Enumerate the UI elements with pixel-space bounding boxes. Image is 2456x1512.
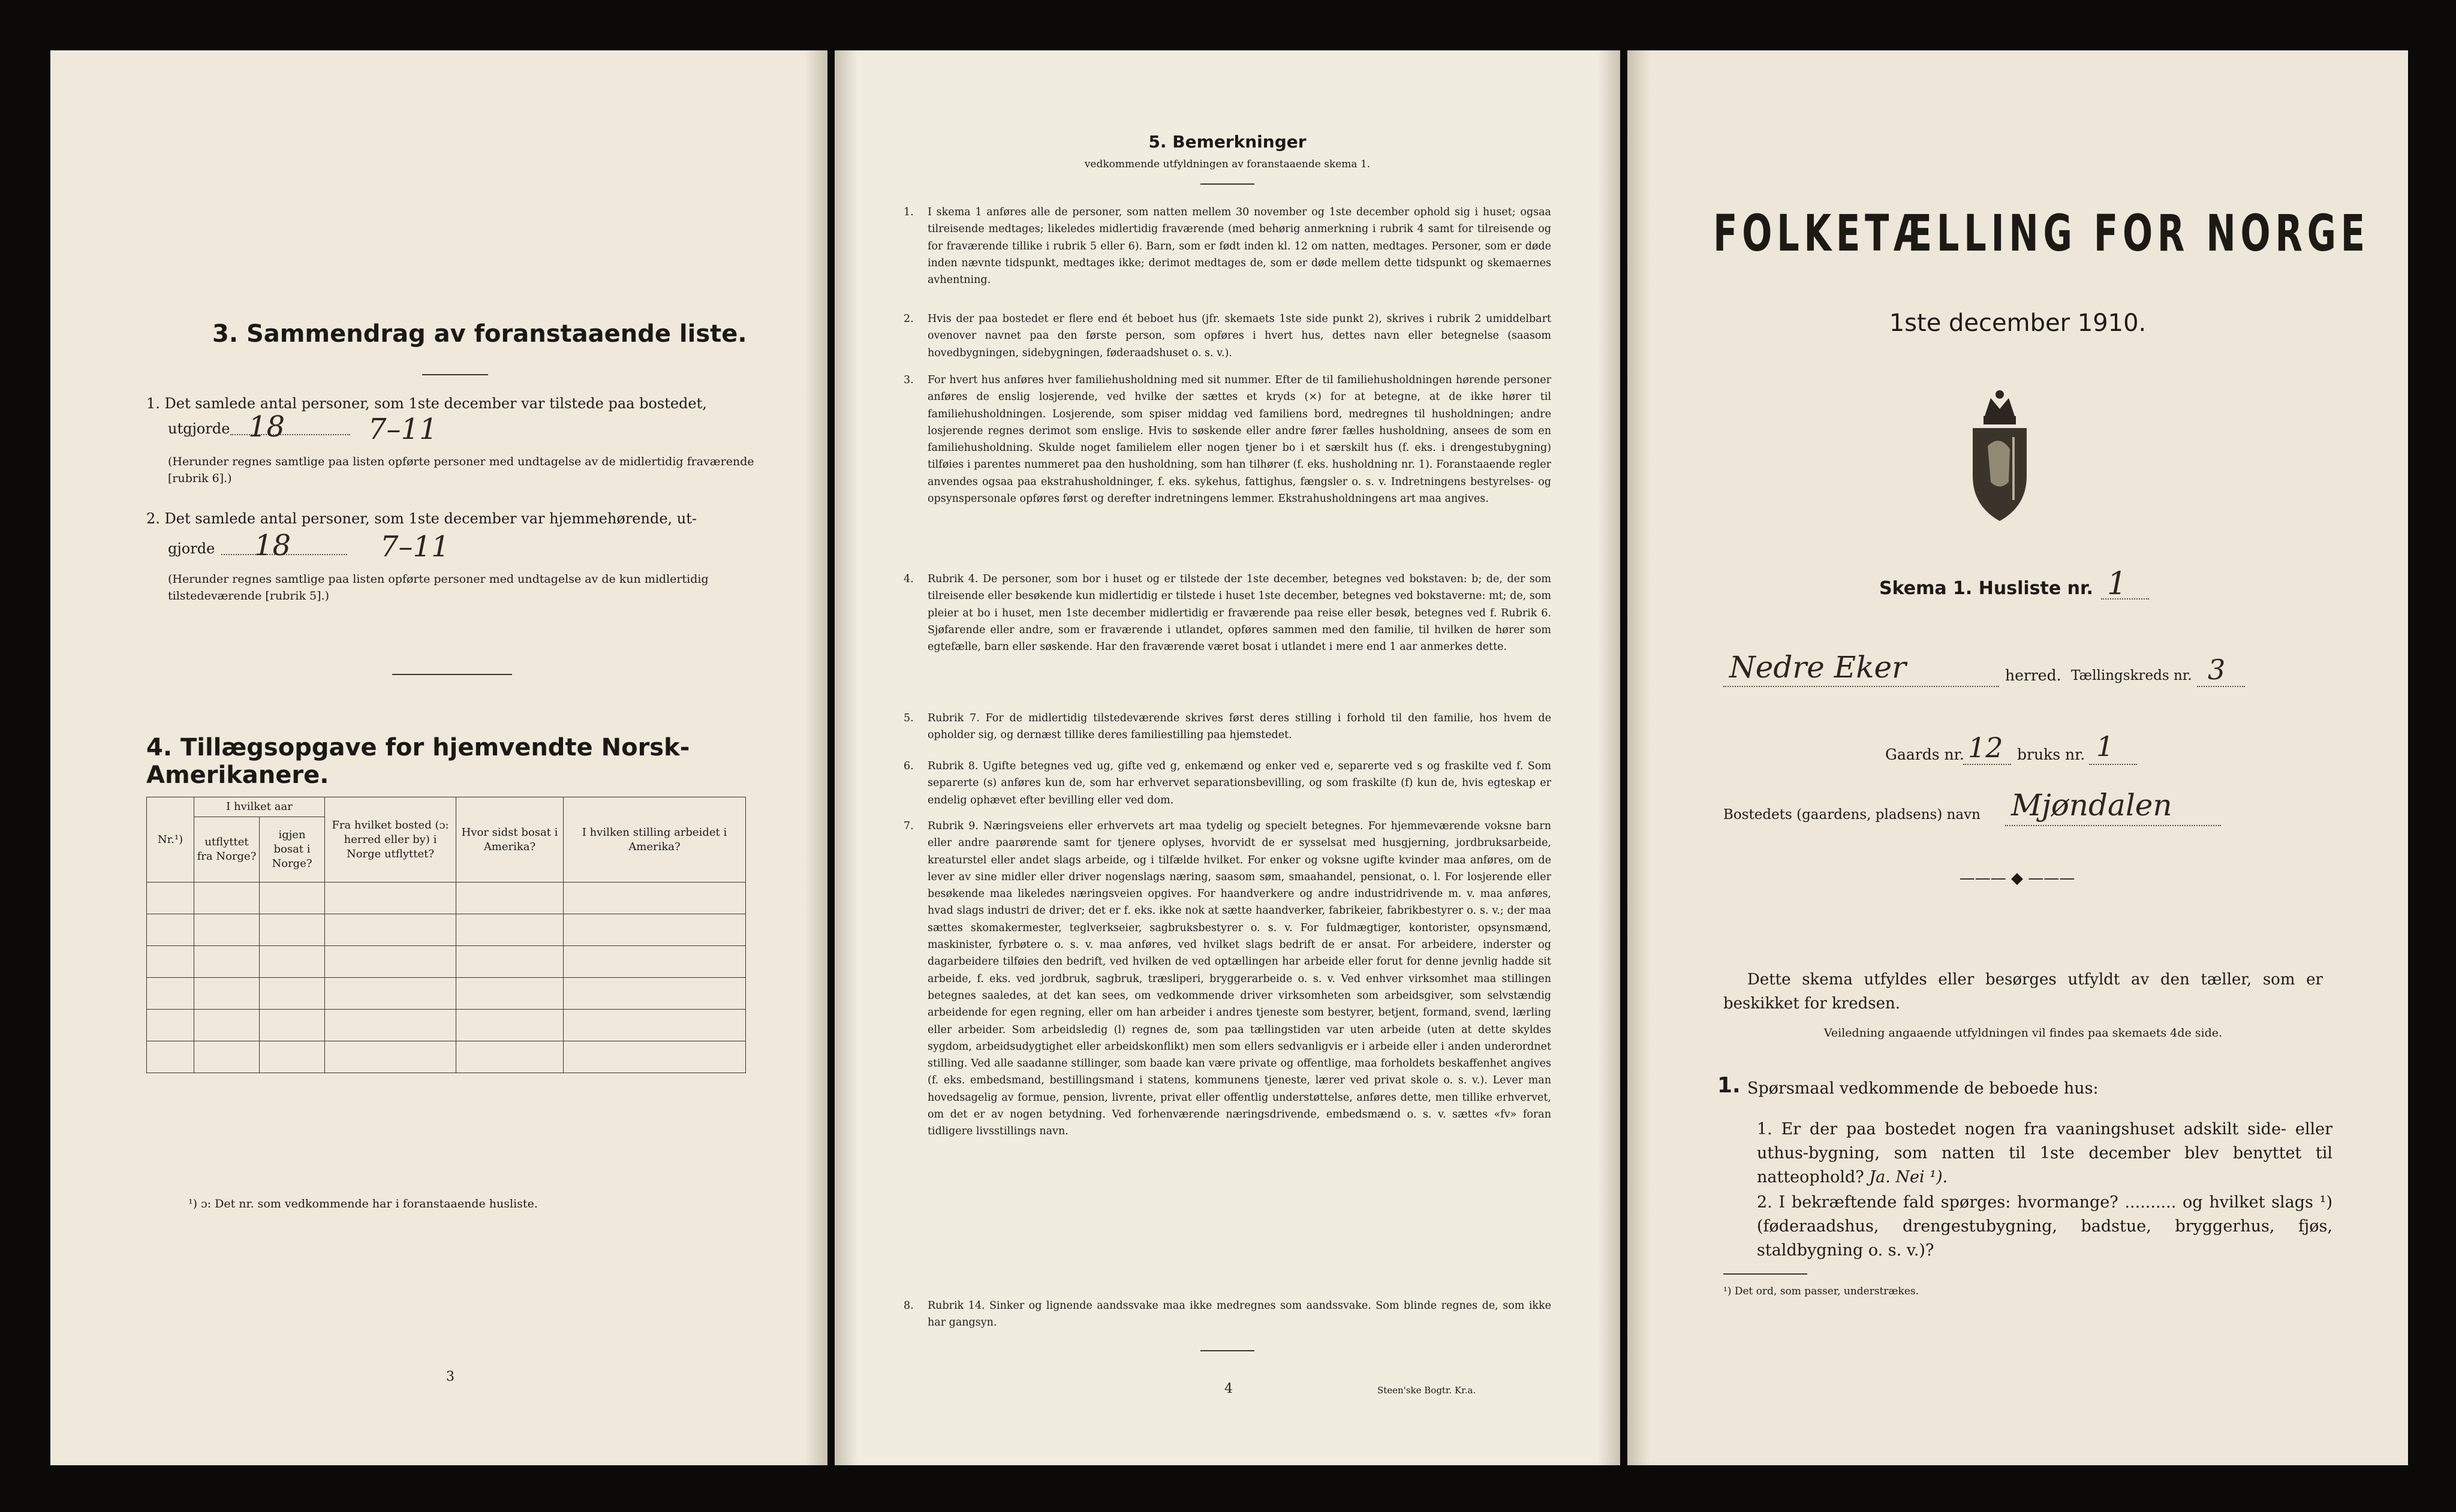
census-date: 1ste december 1910. [1889, 309, 2147, 337]
remark-4: 4. Rubrik 4. De personer, som bor i huset og er tilstede der 1ste december, betegnes ved bokstaven: b; de, der som tilreisende eller besøkende kun midlertidig er tilstede i huset 1ste december, betegnes ved bokstaverne: mt; de, som pleier at bo i huset, men 1ste december midlertidig er fraværende paa reise eller besøk, betegnes ved f. Rubrik 6. Sjøfarende eller andre, som er fraværende i utlandet, opføres sammen med den familie, til hvilken de hører som egtefælle, barn eller søskende. Har den fraværende været bosat i utlandet i mere end 1 aar anmerkes dette. [904, 573, 1551, 653]
gaards-handwritten: 12 [1968, 731, 2003, 764]
dotted-line [2089, 764, 2137, 765]
remarks-subtitle: vedkommende utfyldningen av foranstaaende skema 1. [1084, 158, 1371, 170]
gaards-label: Gaards nr. [1885, 746, 1964, 763]
dotted-line [2101, 598, 2149, 600]
col-hvilket-aar: I hvilket aar [194, 797, 325, 817]
remark-2: 2. Hvis der paa bostedet er flere end ét beboet hus (jfr. skemaets 1ste side punkt 2), skrives i rubrik 2 umiddelbart ovenover navnet paa den første person, som opføres i hvert hus, dettes navn eller betegnelse (saasom hovedbygningen, sidebygningen, føderaadshuset o. s. v.). [904, 313, 1551, 359]
item2-note: (Herunder regnes samtlige paa listen opførte personer med undtagelse av de kun midlertidig tilstedeværende [rubrik 5].) [168, 573, 709, 603]
intro-text: Dette skema utfyldes eller besørges utfyldt av den tæller, som er beskikket for kredsen. [1723, 971, 2323, 1013]
col-sidst-bosat: Hvor sidst bosat i Amerika? [456, 797, 564, 882]
item2-utgjorde: gjorde [168, 540, 215, 557]
item1-note: (Herunder regnes samtlige paa listen opførte personer med undtagelse av de midlertidig fraværende [rubrik 6].) [168, 455, 754, 485]
coat-of-arms-icon [1967, 386, 2033, 526]
item2-handwritten-count: 18 [254, 529, 291, 562]
norsk-amerikaner-table [146, 797, 746, 1073]
remark-5: 5. Rubrik 7. For de midlertidig tilstedeværende skrives først deres stilling i forhold til den familie, hos hvem de opholder sig, og dernæst tillike deres familiestilling paa hjemstedet. [904, 712, 1551, 742]
kreds-handwritten: 3 [2208, 653, 2226, 686]
remark-3: 3. For hvert hus anføres hver familiehusholdning med sit nummer. Efter de til familiehusholdningen hørende personer anføres de enslig losjerende, ved hvilke der sættes et kryds (×) for at betegne, at de ikke hører til familiehusholdningen. Losjerende, som spiser middag ved familiens bord, medregnes til husholdningen; andre losjerende regnes derimot som enslige. Hvis to søskende eller andre fører fælles husholdning, ansees de som en familiehusholdning. Skulde noget familielem eller nogen tjener bo i et særskilt hus (f. eks. i drengestubygning) tilføies i parentes nummeret paa den husholdning, som han tilhører (f. eks. husholdning nr. 1). Foranstaaende regler anvendes ogsaa paa ekstrahusholdninger, f. eks. sykehus, fattighus, fængsler o. s. v. Indretningens bestyrelses- og opsynspersonale opføres først og derefter indretningens lemmer. Ekstrahusholdningens art maa angives. [904, 374, 1551, 505]
remark-8: 8. Rubrik 14. Sinker og lignende aandssvake maa ikke medregnes som aandssvake. Som blinde regnes de, som ikke har gangsyn. [904, 1300, 1551, 1329]
remark-7: 7. Rubrik 9. Næringsveiens eller erhvervets art maa tydelig og specielt betegnes. For hjemmeværende voksne barn eller andre paarørende samt for tjenere oplyses, hvorvidt de er sysselsat med husgjerning, jordbruksarbeide, kreaturstel eller andet slags arbeide, og i tilfælde hvilket. For enker og voksne ugifte kvinder maa anføres, om de lever av sine midler eller driver nogenslags næring, saasom søm, smaahandel, pensionat, o. l. For losjerende eller besøkende maa likeledes næringsveien opgives. For haandverkere og andre industridrivende m. v. maa anføres, hvad slags industri de driver; det er f. eks. ikke nok at sætte haandverker, fabrikeier, fabrikbestyrer o. s. v.; der maa sættes skomakermester, teglverkseier, sagbruksbestyrer o. s. v. For fuldmægtiger, kontorister, opsynsmænd, maskinister, fyrbøtere o. s. v. maa anføres, ved hvilket slags bedrift de er ansat. For arbeidere, inderster og dagarbeidere tilføies den bedrift, ved hvilken de ved optællingen har arbeide eller forut for denne jevnlig hadde sit arbeide, f. eks. ved jordbruk, sagbruk, træsliperi, bryggerarbeide o. s. v. Ved enhver virksomhet maa stillingen betegnes saaledes, at det kan sees, om vedkommende driver virksomheten som arbeidsgiver, som selvstændig arbeidende for egen regning, eller om han arbeider i andres tjeneste som bestyrer, betjent, formand, svend, lærling eller arbeider. Som arbeidsledig (l) regnes de, som paa tællingstiden var uten arbeide (uten at dette skyldes sygdom, arbeidsudygtighet eller arbeidskonflikt) men som ellers sedvanligvis er i arbeide eller i anden underordnet stilling. Ved alle saadanne stillinger, som baade kan være private og offentlige, maa forholdets beskaffenhet angives (f. eks. embedsmand, bestillingsmand i statens, kommunens tjeneste, lærer ved privat skole o. s. v.). Lever man hovedsagelig av formue, pension, livrente, privat eller offentlig understøttelse, anføres dette, men tillike erhvervet, om det er av nogen betydning. Ved forhenværende næringsdrivende, embedsmænd o. s. v. sættes «fv» foran tidligere livsstillings navn. [904, 820, 1551, 1138]
table-row [147, 978, 746, 1010]
remark-6: 6. Rubrik 8. Ugifte betegnes ved ug, gifte ved g, enkemænd og enker ved e, separerte ved s og fraskilte ved f. Som separerte (s) anføres kun de, som har erhvervet separationsbevilling, og som fraskilte (f) kun de, hvis egteskap er endelig ophævet efter bevilling eller ved dom. [904, 760, 1551, 806]
ornament-divider: ——— ◆ ——— [1959, 869, 2075, 887]
question-2: 2. I bekræftende fald spørges: hvormange? .......... og hvilket slags ¹) (føderaadshus, drengestubygning, badstue, bryggerhus, fjøs, staldbygning o. s. v.)? [1757, 1193, 2332, 1260]
page-number: 3 [446, 1369, 455, 1384]
bosted-label: Bostedets (gaardens, pladsens) navn [1723, 807, 1981, 823]
left-page [50, 50, 827, 1465]
table-row [147, 914, 746, 946]
table-row [147, 1041, 746, 1073]
divider [392, 674, 512, 675]
question-1: 1. Er der paa bostedet nogen fra vaaningshuset adskilt side- eller uthus-bygning, som natten til 1ste december blev benyttet til natteophold? Ja. Nei ¹). [1757, 1120, 2332, 1186]
bruks-label: bruks nr. [2017, 746, 2085, 763]
table-footnote: ¹) ɔ: Det nr. som vedkommende har i foranstaaende husliste. [188, 1197, 538, 1210]
husliste-number-handwritten: 1 [2107, 566, 2127, 602]
col-fra-bosted: Fra hvilket bosted (ɔ: herred eller by) i Norge utflyttet? [325, 797, 456, 882]
question-heading: Spørsmaal vedkommende de beboede hus: [1747, 1079, 2099, 1098]
question-heading-number: 1. [1717, 1073, 1741, 1098]
remarks-title: 5. Bemerkninger [1148, 132, 1307, 152]
remark-1: 1. I skema 1 anføres alle de personer, som natten mellem 30 november og 1ste december ophold sig i huset; ogsaa tilreisende medtages; likeledes midlertidig fraværende (med behørig anmerkning i rubrik 4 samt for tilreisende og for fraværende tillike i rubrik 5 eller 6). Barn, som er født inden kl. 12 om natten, medtages. Personer, som er døde inden nævnte tidspunkt, medtages ikke; derimot medtages de, som er døde mellem dette tidspunkt og skemaernes avhentning. [904, 206, 1551, 287]
census-title: FOLKETÆLLING FOR NORGE [1713, 204, 2370, 263]
item2-text: 2. Det samlede antal personer, som 1ste december var hjemmehørende, ut- [146, 510, 697, 527]
right-footnote: ¹) Det ord, som passer, understrækes. [1723, 1285, 1919, 1297]
divider [1200, 183, 1254, 185]
table-row [147, 946, 746, 978]
middle-page [835, 50, 1620, 1465]
divider [1200, 1350, 1254, 1351]
skema-label: Skema 1. Husliste nr. [1879, 578, 2093, 599]
dotted-line [1723, 686, 1999, 687]
bruks-handwritten: 1 [2096, 730, 2114, 763]
col-utflyttet: utflyttet fra Norge? [194, 817, 260, 882]
dotted-line [2005, 825, 2221, 826]
kreds-label: Tællingskreds nr. [2071, 668, 2192, 683]
col-bosat: igjen bosat i Norge? [260, 817, 325, 882]
herred-handwritten: Nedre Eker [1729, 650, 1907, 685]
page-number: 4 [1224, 1381, 1233, 1396]
herred-label: herred. [2005, 667, 2061, 684]
bosted-handwritten: Mjøndalen [2011, 788, 2172, 823]
dotted-line [1963, 764, 2011, 765]
section3-title: 3. Sammendrag av foranstaaende liste. [212, 320, 747, 348]
intro-note: Veiledning angaaende utfyldningen vil findes paa skemaets 4de side. [1823, 1026, 2223, 1040]
section4-title: 4. Tillægsopgave for hjemvendte Norsk-Amerikanere. [146, 734, 690, 789]
item1-handwritten-count: 18 [248, 410, 285, 444]
divider [422, 374, 488, 375]
item1-handwritten-extra: 7–11 [368, 412, 438, 446]
item2-handwritten-extra: 7–11 [380, 530, 450, 564]
col-nr: Nr.¹) [147, 797, 194, 882]
question-1-answer: Ja. Nei ¹). [1869, 1168, 1948, 1186]
table-row [147, 882, 746, 914]
right-page [1627, 50, 2408, 1465]
item1-text: 1. Det samlede antal personer, som 1ste december var tilstede paa bostedet, [146, 395, 707, 412]
divider [1723, 1273, 1807, 1275]
table-row [147, 1010, 746, 1041]
census-title-wrap [1627, 204, 2408, 263]
col-stilling: I hvilken stilling arbeidet i Amerika? [564, 797, 746, 882]
dotted-line [2197, 686, 2245, 687]
printer-mark: Steen'ske Bogtr. Kr.a. [1377, 1385, 1476, 1396]
item1-utgjorde: utgjorde [168, 420, 230, 437]
